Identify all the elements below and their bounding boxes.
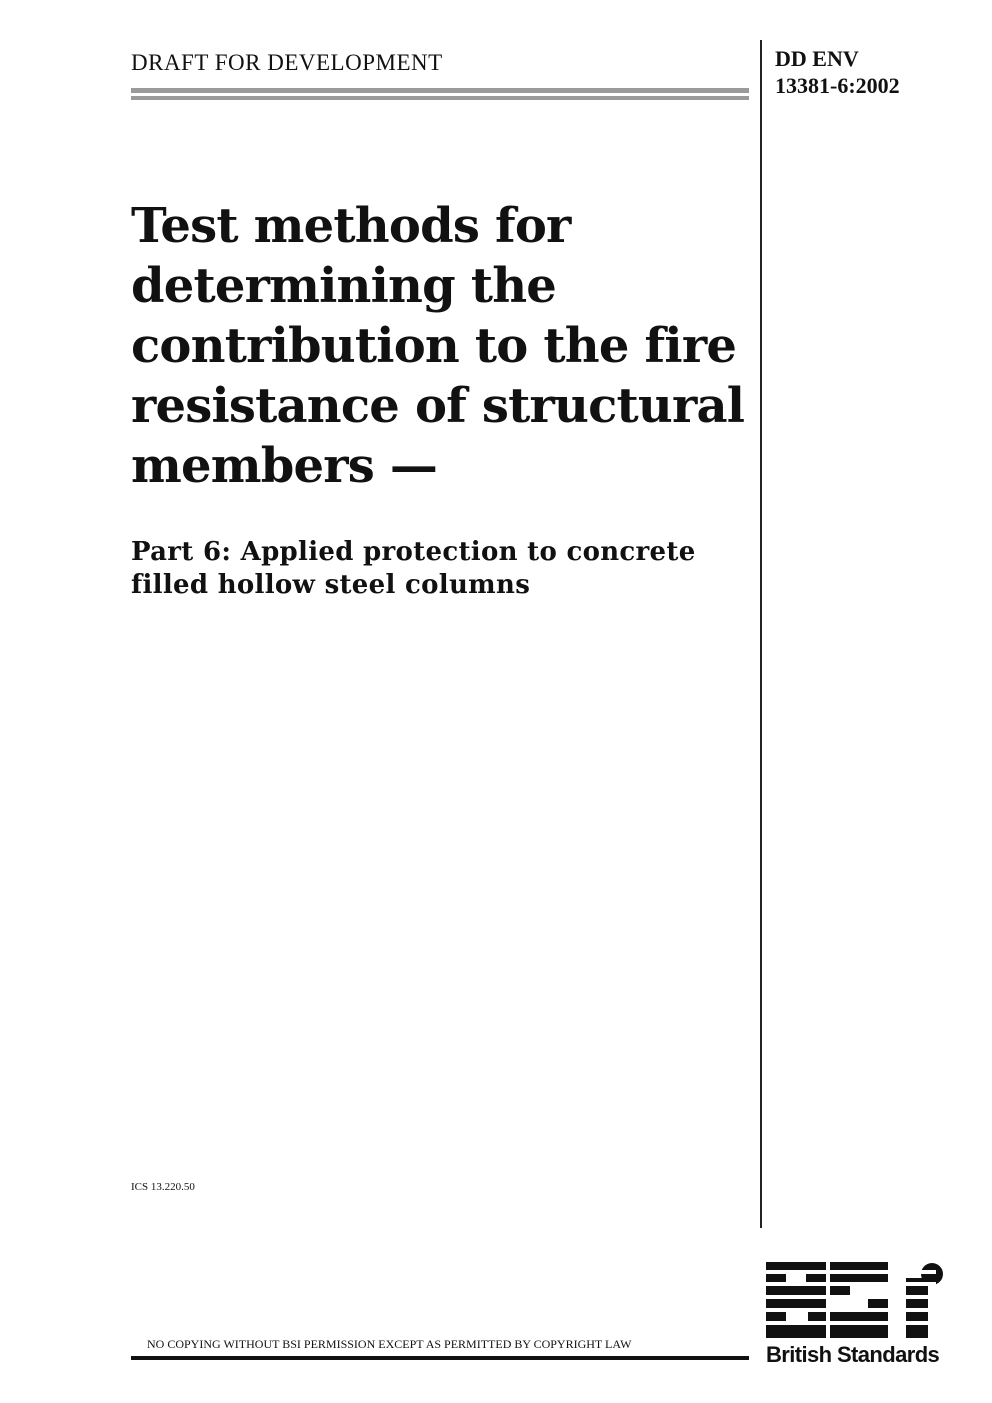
title-line: resistance of structural: [131, 378, 745, 434]
subtitle-line: Part 6: Applied protection to concrete: [131, 537, 696, 567]
title-line: members —: [131, 438, 438, 494]
title-line: determining the: [131, 258, 557, 314]
header-rule-upper: [131, 88, 749, 93]
logo-caption: British Standards: [766, 1342, 940, 1367]
vertical-divider: [760, 40, 762, 1228]
ics-code: ICS 13.220.50: [131, 1181, 195, 1193]
document-title: [131, 196, 756, 496]
copyright-notice: NO COPYING WITHOUT BSI PERMISSION EXCEPT AS PERMITTED BY COPYRIGHT LAW: [147, 1337, 632, 1351]
document-number-line-1: DD ENV: [775, 46, 859, 71]
title-line: Test methods for: [131, 198, 571, 254]
document-number-line-2: 13381-6:2002: [775, 73, 900, 98]
draft-label: DRAFT FOR DEVELOPMENT: [131, 50, 443, 75]
document-subtitle: [131, 536, 756, 602]
subtitle-line: filled hollow steel columns: [131, 570, 531, 600]
title-line: contribution to the fire: [131, 318, 737, 374]
footer-rule: [131, 1356, 749, 1360]
header-rule-lower: [131, 96, 749, 100]
document-number: [775, 45, 900, 99]
